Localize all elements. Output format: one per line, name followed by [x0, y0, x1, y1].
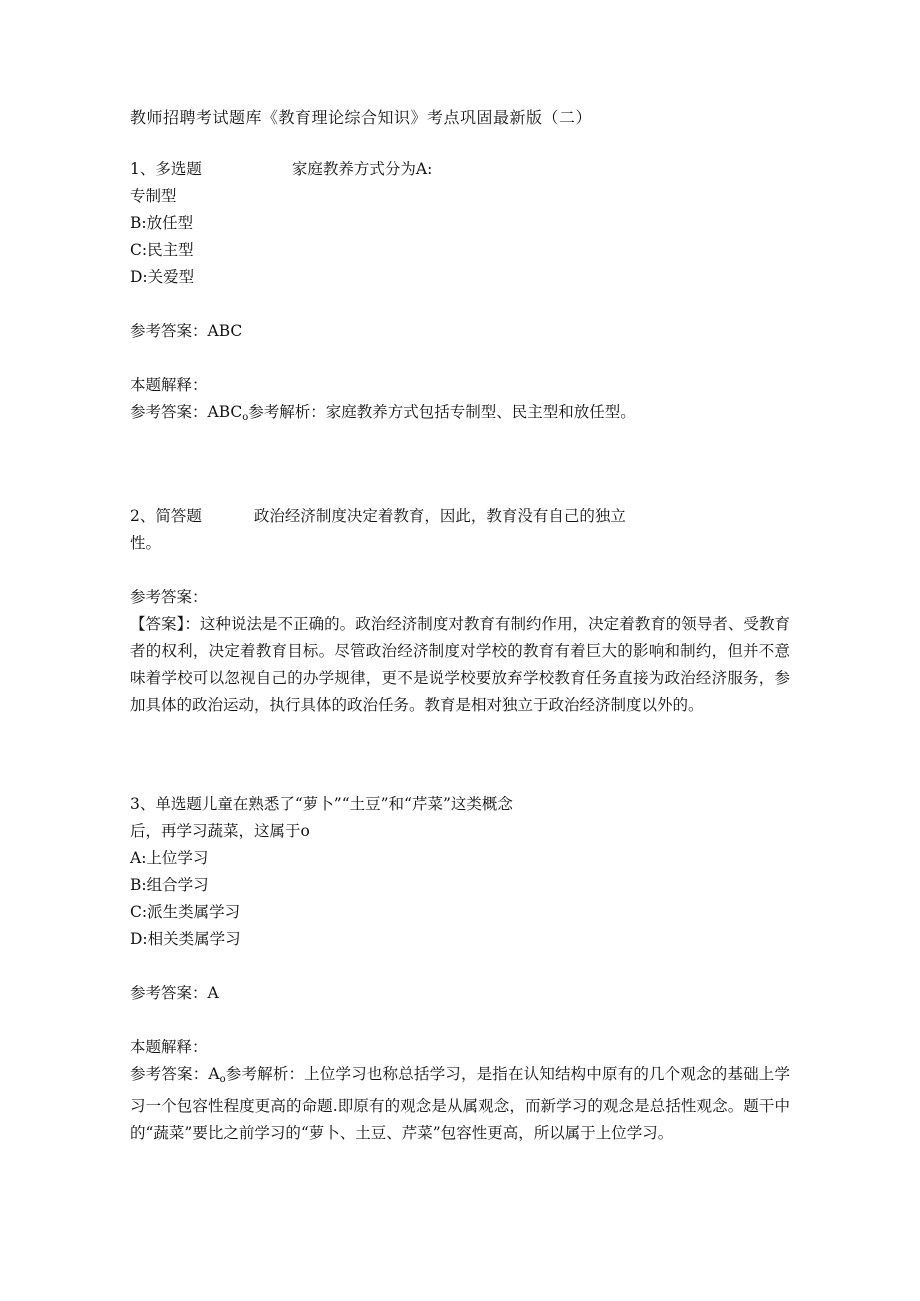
question-2-answer-text: 【答案】：这种说法是不正确的。政治经济制度对教育有制约作用，决定着教育的领导者、受教育者的权利，决定着教育目标。尽管政治经济制度对学校的教育有着巨大的影响和制约，但并不意味着学校可以忽视自己的办学规律，更不是说学校要放弃学校教育任务直接为政治经济服务，参加具体的政治运动，执行具体的政治任务。教育是相对独立于政治经济制度以外的。 [130, 615, 790, 714]
question-2-stem-continued: 性。 [130, 534, 162, 552]
question-1-answer: 参考答案：ABC [130, 322, 243, 340]
question-1 [130, 156, 790, 431]
question-1-explain-label: 本题解释： [130, 376, 208, 394]
question-1-header [130, 156, 790, 183]
question-3-option-c: C:派生类属学习 [130, 903, 241, 921]
question-2-type: 2、简答题 [130, 507, 202, 525]
question-1-type: 1、多选题 [130, 160, 202, 178]
question-2-stem: 政治经济制度决定着教育，因此，教育没有自己的独立 [253, 507, 626, 525]
question-2-header [130, 503, 790, 530]
document-page [130, 104, 790, 1147]
question-1-option-b: B:放任型 [130, 214, 194, 232]
question-2 [130, 503, 790, 719]
question-3-option-a: A:上位学习 [130, 849, 209, 867]
question-3-explanation: 参考答案：$A_o$参考解析：上位学习也称总括学习，是指在认知结构中原有的几个观念的基础上学习一个包容性程度更高的命题.即原有的观念是从属观念，而新学习的观念是总括性观念。题干中的“蔬菜”要比之前学习的“萝卜、土豆、芹菜”包容性更高，所以属于上位学习。 [130, 1065, 790, 1142]
question-2-answer-label: 参考答案： [130, 588, 208, 606]
question-3-header: 3、单选题儿童在熟悉了“萝卜”“土豆”和“芹菜”这类概念 [130, 795, 513, 813]
question-1-option-c: C:民主型 [130, 241, 194, 259]
question-3 [130, 791, 790, 1147]
question-3-explain-label: 本题解释： [130, 1038, 208, 1056]
question-3-answer: 参考答案：A [130, 984, 219, 1002]
question-3-stem-continued: 后，再学习蔬菜，这属于o [130, 822, 310, 840]
question-1-stem: 家庭教养方式分为A: [291, 160, 433, 178]
question-1-option-d: D:关爱型 [130, 268, 195, 286]
question-1-stem-continued: 专制型 [130, 187, 177, 205]
question-3-option-d: D:相关类属学习 [130, 930, 241, 948]
document-title: 教师招聘考试题库《教育理论综合知识》考点巩固最新版（二） [130, 108, 593, 127]
question-1-explanation: 参考答案：$ABC_o$参考解析：家庭教养方式包括专制型、民主型和放任型。 [130, 403, 636, 423]
question-3-option-b: B:组合学习 [130, 876, 209, 894]
